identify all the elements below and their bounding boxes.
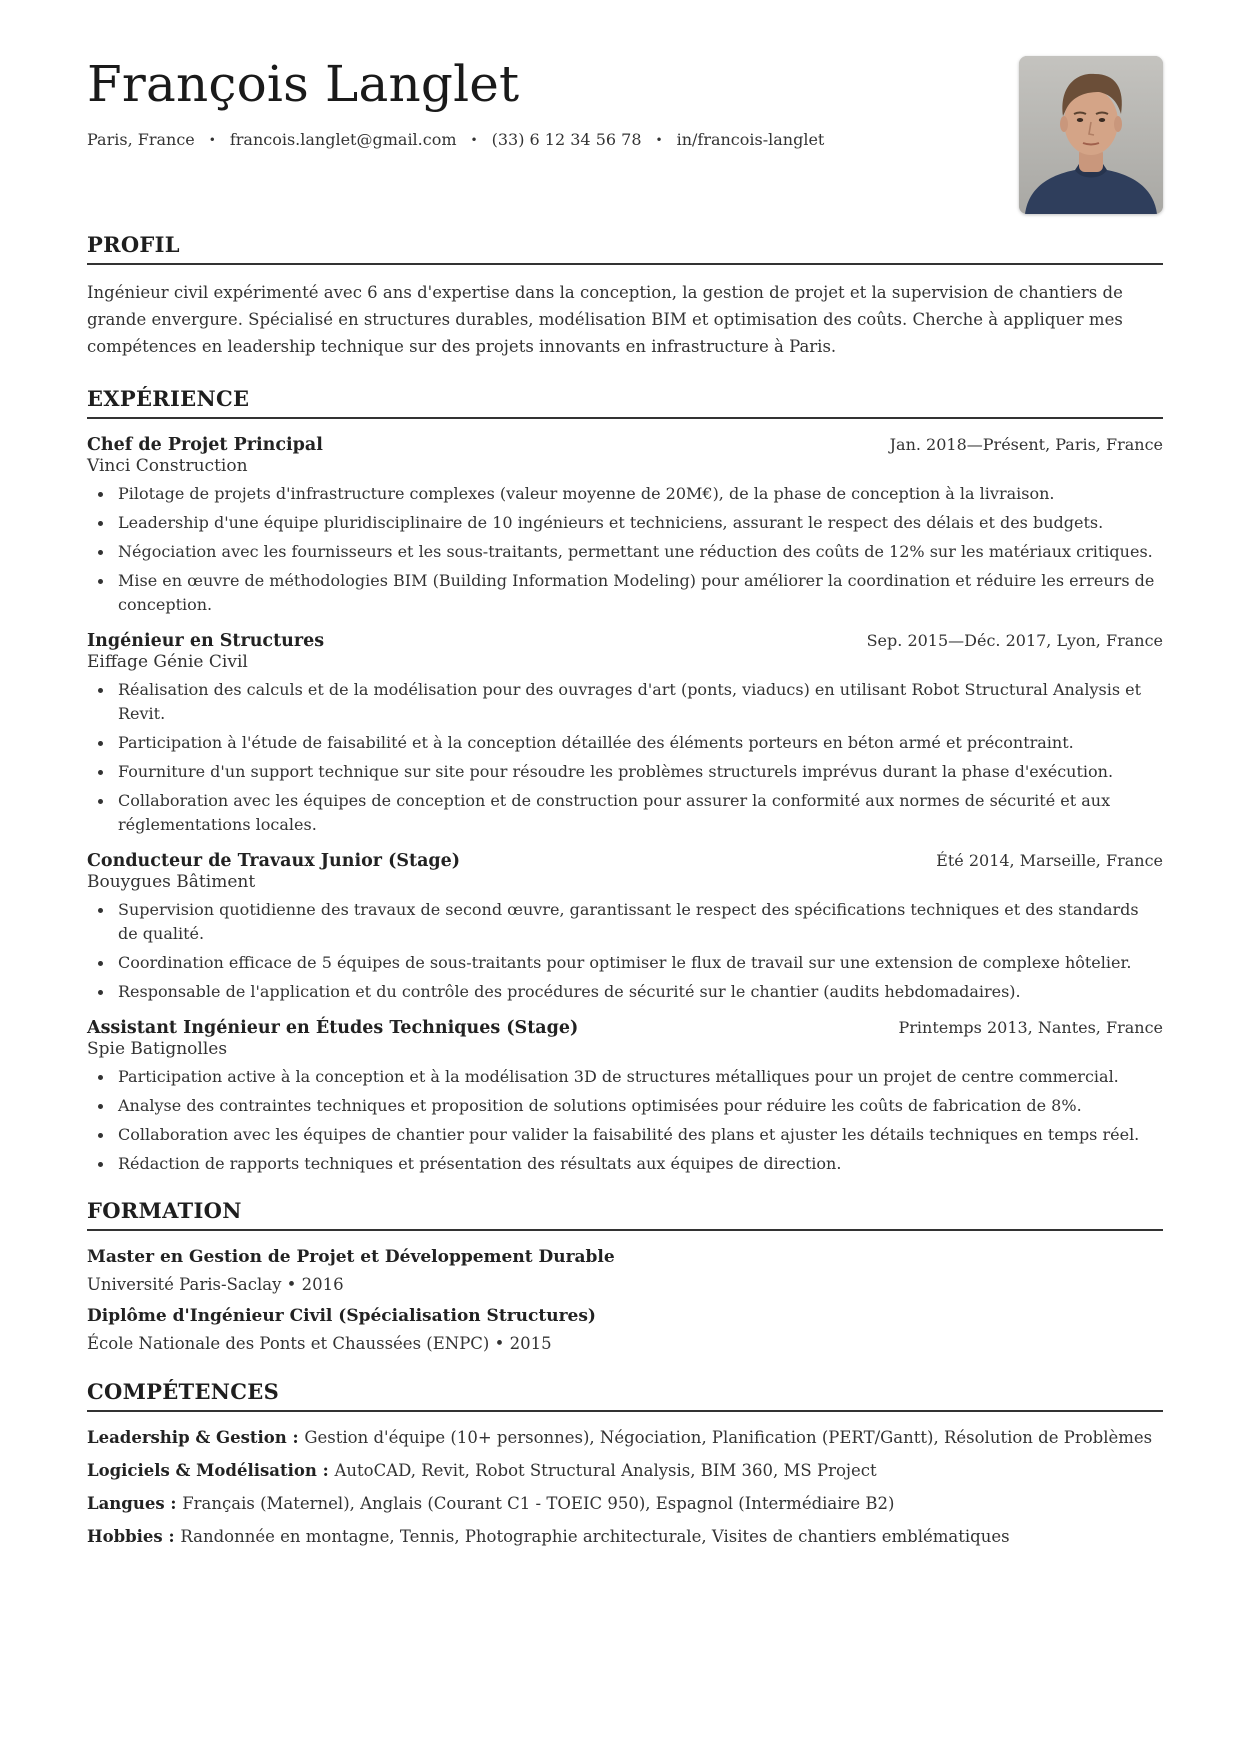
- skill-label: Leadership & Gestion :: [87, 1428, 305, 1447]
- skill-row: [87, 1525, 1163, 1549]
- job-title: Ingénieur en Structures: [87, 631, 325, 651]
- job-bullet: Leadership d'une équipe pluridisciplinaire de 10 ingénieurs et techniciens, assurant le respect des délais et des budgets.: [87, 511, 1163, 535]
- contact-email: francois.langlet@gmail.com: [229, 130, 457, 149]
- job-bullet: Fourniture d'un support technique sur site pour résoudre les problèmes structurels imprévus durant la phase d'exécution.: [87, 760, 1163, 784]
- portrait-illustration: [1019, 56, 1163, 214]
- contact-separator: •: [655, 132, 663, 147]
- job-bullets: [87, 1065, 1163, 1176]
- job-dates-location: Printemps 2013, Nantes, France: [898, 1018, 1163, 1037]
- job-company: Eiffage Génie Civil: [87, 652, 248, 672]
- skill-label: Logiciels & Modélisation :: [87, 1461, 335, 1480]
- skill-value: Randonnée en montagne, Tennis, Photographie architecturale, Visites de chantiers emblématiques: [180, 1527, 1010, 1546]
- skill-value: Français (Maternel), Anglais (Courant C1 - TOEIC 950), Espagnol (Intermédiaire B2): [182, 1494, 895, 1513]
- resume-header: [87, 52, 1163, 222]
- job-entry: [87, 631, 1163, 837]
- section-title-skills: COMPÉTENCES: [87, 1379, 1163, 1412]
- job-bullet: Rédaction de rapports techniques et présentation des résultats aux équipes de direction.: [87, 1152, 1163, 1176]
- job-bullet: Réalisation des calculs et de la modélisation pour des ouvrages d'art (ponts, viaducs) en utilisant Robot Structural Analysis et Revit.: [87, 678, 1163, 726]
- job-dates-location: Été 2014, Marseille, France: [936, 851, 1163, 870]
- education-entry: [87, 1306, 1163, 1353]
- job-header: [87, 851, 1163, 871]
- profile-summary: Ingénieur civil expérimenté avec 6 ans d'expertise dans la conception, la gestion de projet et la supervision de chantiers de grande envergure. Spécialisé en structures durables, modélisation BIM et optimisation des coûts. Cherche à appliquer mes compétences en leadership technique sur des projets innovants en infrastructure à Paris.: [87, 283, 1123, 356]
- job-bullet: Négociation avec les fournisseurs et les sous-traitants, permettant une réduction des coûts de 12% sur les matériaux critiques.: [87, 540, 1163, 564]
- skill-row: [87, 1426, 1163, 1450]
- job-company: Bouygues Bâtiment: [87, 872, 256, 892]
- contact-separator: •: [470, 132, 478, 147]
- experience-section: [87, 386, 1163, 1176]
- profile-section: [87, 232, 1163, 360]
- contact-line: [87, 130, 1163, 149]
- job-bullet: Participation active à la conception et à la modélisation 3D de structures métalliques pour un projet de centre commercial.: [87, 1065, 1163, 1089]
- job-company: Spie Batignolles: [87, 1039, 228, 1059]
- education-section: [87, 1198, 1163, 1353]
- job-header: [87, 435, 1163, 455]
- education-degree: Master en Gestion de Projet et Développement Durable: [87, 1247, 615, 1267]
- job-bullets: [87, 678, 1163, 837]
- skill-value: AutoCAD, Revit, Robot Structural Analysis, BIM 360, MS Project: [334, 1461, 877, 1480]
- contact-separator: •: [208, 132, 216, 147]
- job-dates-location: Sep. 2015—Déc. 2017, Lyon, France: [866, 631, 1163, 650]
- job-bullet: Supervision quotidienne des travaux de second œuvre, garantissant le respect des spécifications techniques et des standards de qualité.: [87, 898, 1163, 946]
- job-dates-location: Jan. 2018—Présent, Paris, France: [889, 435, 1163, 454]
- job-title: Chef de Projet Principal: [87, 435, 323, 455]
- contact-phone: (33) 6 12 34 56 78: [491, 130, 642, 149]
- section-title-education: FORMATION: [87, 1198, 1163, 1231]
- job-bullets: [87, 482, 1163, 617]
- job-title: Conducteur de Travaux Junior (Stage): [87, 851, 461, 871]
- section-title-experience: EXPÉRIENCE: [87, 386, 1163, 419]
- job-bullet: Mise en œuvre de méthodologies BIM (Building Information Modeling) pour améliorer la coordination et réduire les erreurs de conception.: [87, 569, 1163, 617]
- skill-label: Hobbies :: [87, 1527, 181, 1546]
- section-title-profile: PROFIL: [87, 232, 1163, 265]
- job-bullet: Participation à l'étude de faisabilité et à la conception détaillée des éléments porteurs en béton armé et précontraint.: [87, 731, 1163, 755]
- job-title: Assistant Ingénieur en Études Techniques (Stage): [87, 1018, 579, 1038]
- job-company: Vinci Construction: [87, 456, 248, 476]
- skill-row: [87, 1492, 1163, 1516]
- contact-linkedin: in/francois-langlet: [676, 130, 825, 149]
- skill-value: Gestion d'équipe (10+ personnes), Négociation, Planification (PERT/Gantt), Résolution de Problèmes: [304, 1428, 1153, 1447]
- skills-section: [87, 1379, 1163, 1549]
- job-header: [87, 1018, 1163, 1038]
- job-header: [87, 631, 1163, 651]
- education-details: École Nationale des Ponts et Chaussées (ENPC) • 2015: [87, 1334, 552, 1353]
- skills-list: [87, 1426, 1163, 1549]
- job-bullet: Coordination efficace de 5 équipes de sous-traitants pour optimiser le flux de travail sur une extension de complexe hôtelier.: [87, 951, 1163, 975]
- job-bullet: Pilotage de projets d'infrastructure complexes (valeur moyenne de 20M€), de la phase de conception à la livraison.: [87, 482, 1163, 506]
- job-entry: [87, 851, 1163, 1004]
- job-bullet: Collaboration avec les équipes de chantier pour valider la faisabilité des plans et ajuster les détails techniques en temps réel.: [87, 1123, 1163, 1147]
- education-degree: Diplôme d'Ingénieur Civil (Spécialisation Structures): [87, 1306, 596, 1326]
- profile-photo: [1019, 56, 1163, 214]
- job-bullet: Analyse des contraintes techniques et proposition de solutions optimisées pour réduire les coûts de fabrication de 8%.: [87, 1094, 1163, 1118]
- education-entry: [87, 1247, 1163, 1294]
- job-entry: [87, 1018, 1163, 1176]
- education-details: Université Paris-Saclay • 2016: [87, 1275, 344, 1294]
- job-entry: [87, 435, 1163, 617]
- contact-location: Paris, France: [87, 130, 195, 149]
- job-bullet: Responsable de l'application et du contrôle des procédures de sécurité sur le chantier (audits hebdomadaires).: [87, 980, 1163, 1004]
- skill-row: [87, 1459, 1163, 1483]
- candidate-name: François Langlet: [87, 55, 520, 113]
- job-bullet: Collaboration avec les équipes de conception et de construction pour assurer la conformité aux normes de sécurité et aux réglementations locales.: [87, 789, 1163, 837]
- job-bullets: [87, 898, 1163, 1004]
- skill-label: Langues :: [87, 1494, 183, 1513]
